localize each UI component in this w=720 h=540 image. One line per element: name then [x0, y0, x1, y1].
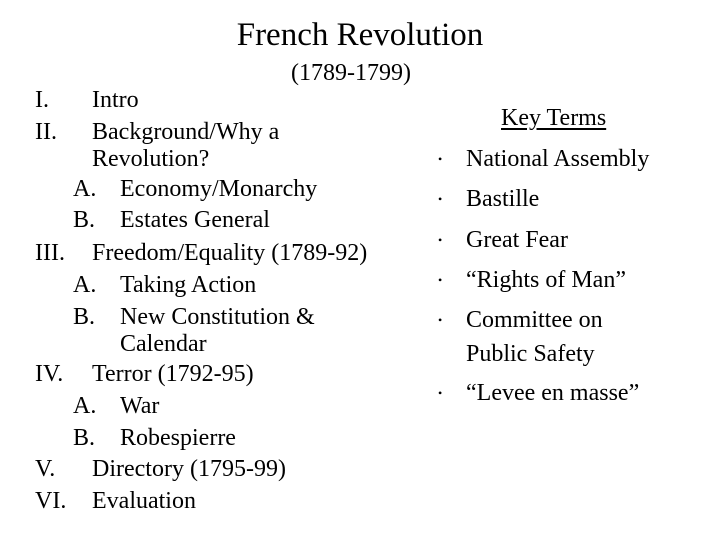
key-term-text: Bastille: [466, 186, 540, 212]
outline-text: Evaluation: [92, 488, 196, 514]
outline-number: III.: [35, 240, 65, 266]
outline-text: Background/Why a: [92, 119, 280, 145]
bullet-icon: •: [438, 313, 443, 327]
outline-text: Terror (1792-95): [92, 361, 254, 387]
outline-number: A.: [73, 272, 97, 298]
outline-text: Calendar: [120, 331, 207, 357]
outline-number: B.: [73, 207, 96, 233]
slide-title: French Revolution: [236, 17, 484, 53]
outline-text: Directory (1795-99): [92, 456, 286, 482]
key-term-text: Public Safety: [466, 341, 595, 367]
outline-text: Economy/Monarchy: [120, 176, 318, 202]
outline-text: New Constitution &: [120, 304, 315, 330]
outline-number: IV.: [35, 361, 64, 387]
bullet-icon: •: [438, 233, 443, 247]
outline-number: II.: [35, 119, 57, 145]
outline-text: Taking Action: [120, 272, 257, 298]
outline-text: Intro: [92, 87, 139, 113]
outline-text: Revolution?: [92, 146, 210, 172]
outline-number: VI.: [35, 488, 67, 514]
outline-number: I.: [35, 87, 49, 113]
key-term-text: “Rights of Man”: [466, 267, 626, 293]
outline-number: V.: [35, 456, 56, 482]
outline-number: B.: [73, 304, 96, 330]
bullet-icon: •: [438, 152, 443, 166]
outline-number: B.: [73, 425, 96, 451]
bullet-icon: •: [438, 192, 443, 206]
key-term-text: National Assembly: [466, 146, 650, 172]
bullet-icon: •: [438, 273, 443, 287]
key-term-text: “Levee en masse”: [466, 380, 640, 406]
outline-text: Robespierre: [120, 425, 236, 451]
outline-text: Estates General: [120, 207, 270, 233]
bullet-icon: •: [438, 386, 443, 400]
key-term-text: Committee on: [466, 307, 603, 333]
outline-text: War: [120, 393, 160, 419]
key-terms-heading: Key Terms: [501, 105, 607, 131]
outline-number: A.: [73, 393, 97, 419]
outline-number: A.: [73, 176, 97, 202]
outline-text: Freedom/Equality (1789-92): [92, 240, 368, 266]
key-term-text: Great Fear: [466, 227, 568, 253]
slide-dates: (1789-1799): [291, 60, 411, 86]
